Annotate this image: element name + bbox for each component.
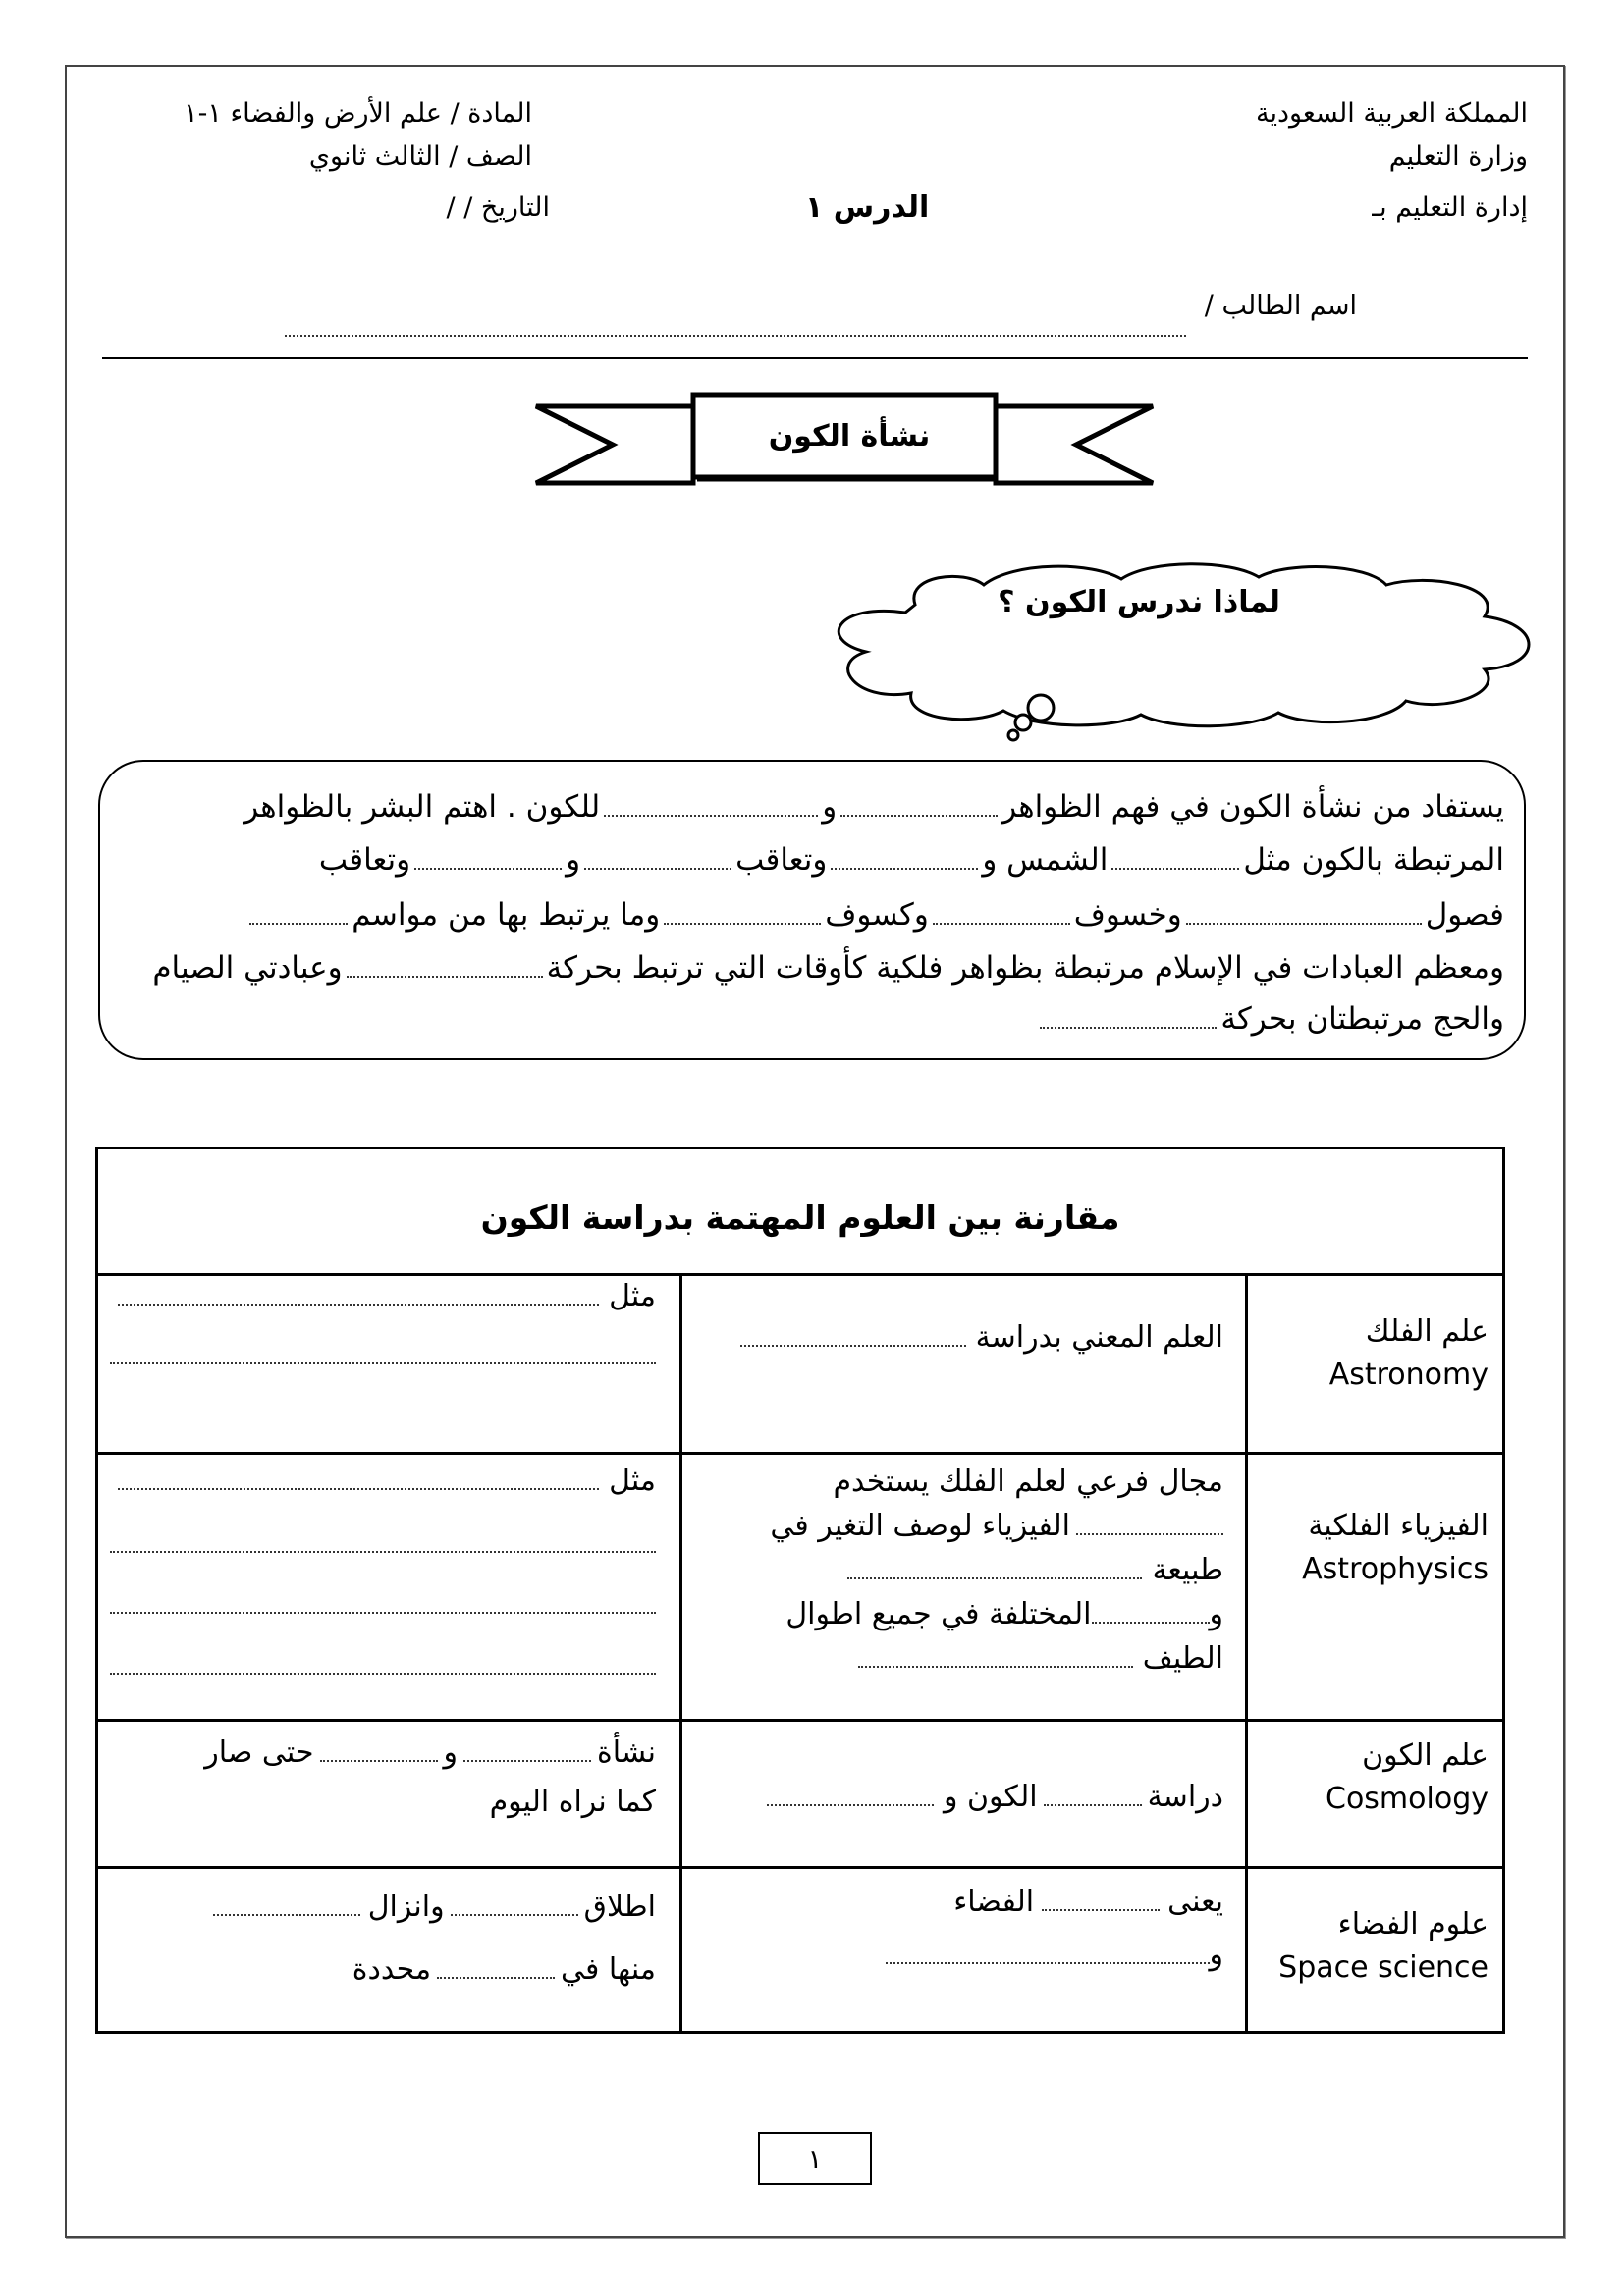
blank[interactable] <box>213 1914 360 1916</box>
blank[interactable] <box>858 1666 1133 1668</box>
blank[interactable] <box>831 868 978 870</box>
blank[interactable] <box>1076 1533 1223 1535</box>
blank[interactable] <box>347 976 543 978</box>
blank[interactable] <box>1044 1804 1142 1806</box>
header-divider <box>102 357 1528 359</box>
astronomy-example-line[interactable] <box>110 1338 656 1372</box>
comparison-table <box>95 1147 1505 2034</box>
cosmology-example: نشأةوحتى صار كما نراه اليوم <box>204 1735 656 1819</box>
intro-line-4: ومعظم العبادات في الإسلام مرتبطة بظواهر فلكية كأوقات التي ترتبط بحركةوعبادتي الصيام <box>152 950 1504 986</box>
grade-label: الصف / الثالث ثانوي <box>308 141 532 172</box>
table-column-divider <box>1245 1273 1248 2034</box>
astronomy-example: مثل <box>118 1279 656 1313</box>
blank[interactable] <box>414 868 562 870</box>
blank[interactable] <box>1042 1909 1160 1911</box>
space-science-definition: يعنىالفضاء و <box>886 1876 1224 1982</box>
astrophysics-definition: مجال فرعي لعلم الفلك يستخدم الفيزياء لوصف التغير في طبيعة والمختلفة في جميع اطوال الطيف <box>770 1465 1223 1676</box>
astronomy-definition: العلم المعني بدراسة <box>740 1320 1223 1355</box>
blank[interactable] <box>451 1914 578 1916</box>
banner-title: نشأة الكون <box>768 418 931 454</box>
table-row-astronomy-name: علم الفلك Astronomy <box>1328 1314 1489 1392</box>
space-science-example: اطلاقوانزال منها فيمحددة <box>213 1876 656 2002</box>
intro-line-2: المرتبطة بالكون مثلالشمس ووتعاقبووتعاقب <box>318 842 1504 878</box>
lesson-label: الدرس ١ <box>805 190 930 225</box>
table-column-divider <box>679 1273 682 2034</box>
ministry-label: وزارة التعليم <box>1388 141 1528 172</box>
blank[interactable] <box>1092 1622 1210 1624</box>
table-title: مقارنة بين العلوم المهتمة بدراسة الكون <box>480 1199 1120 1237</box>
table-row-space-science-name: علوم الفضاء Space science <box>1278 1907 1489 1985</box>
blank[interactable] <box>118 1488 599 1490</box>
blank[interactable] <box>1111 868 1239 870</box>
blank[interactable] <box>1186 923 1422 925</box>
blank[interactable] <box>740 1345 966 1347</box>
kingdom-label: المملكة العربية السعودية <box>1255 98 1528 129</box>
blank[interactable] <box>767 1804 934 1806</box>
intro-line-3: فصولوخسوفوكسوفوما يرتبط بها من مواسم <box>245 897 1504 933</box>
student-name-label: اسم الطالب / <box>1204 291 1357 321</box>
intro-line-1: يستفاد من نشأة الكون في فهم الظواهروللكون . اهتم البشر بالظواهر <box>244 789 1504 825</box>
astrophysics-example-line[interactable] <box>110 1526 656 1561</box>
date-label: التاريخ / / <box>446 192 550 223</box>
blank[interactable] <box>118 1304 599 1306</box>
table-divider <box>98 1866 1502 1869</box>
subject-label: المادة / علم الأرض والفضاء ١-١ <box>184 98 532 129</box>
blank[interactable] <box>840 815 998 817</box>
cloud-question: لماذا ندرس الكون ؟ <box>998 585 1280 619</box>
blank[interactable] <box>664 923 821 925</box>
blank[interactable] <box>584 868 731 870</box>
blank[interactable] <box>463 1760 591 1762</box>
thought-cloud-icon <box>797 556 1543 742</box>
blank[interactable] <box>437 1977 555 1979</box>
student-name-field[interactable] <box>285 322 1186 341</box>
table-divider <box>98 1719 1502 1722</box>
blank[interactable] <box>320 1760 438 1762</box>
astrophysics-example: مثل <box>118 1464 656 1498</box>
table-row-cosmology-name: علم الكون Cosmology <box>1326 1738 1489 1816</box>
blank[interactable] <box>886 1962 1210 1964</box>
intro-line-5: والحج مرتبطتان بحركة <box>1036 1001 1504 1037</box>
table-divider <box>98 1273 1502 1276</box>
table-divider <box>98 1452 1502 1455</box>
blank[interactable] <box>847 1577 1142 1579</box>
blank[interactable] <box>249 923 348 925</box>
astrophysics-example-line[interactable] <box>110 1648 656 1682</box>
cosmology-definition: دراسةالكون و <box>767 1780 1223 1814</box>
table-row-astrophysics-name: الفيزياء الفلكية Astrophysics <box>1302 1509 1489 1586</box>
page-number: ١ <box>758 2132 872 2185</box>
blank[interactable] <box>933 923 1070 925</box>
blank[interactable] <box>604 815 818 817</box>
blank[interactable] <box>1040 1027 1217 1029</box>
astrophysics-example-line[interactable] <box>110 1587 656 1622</box>
directorate-label: إدارة التعليم بـ <box>1372 192 1528 223</box>
